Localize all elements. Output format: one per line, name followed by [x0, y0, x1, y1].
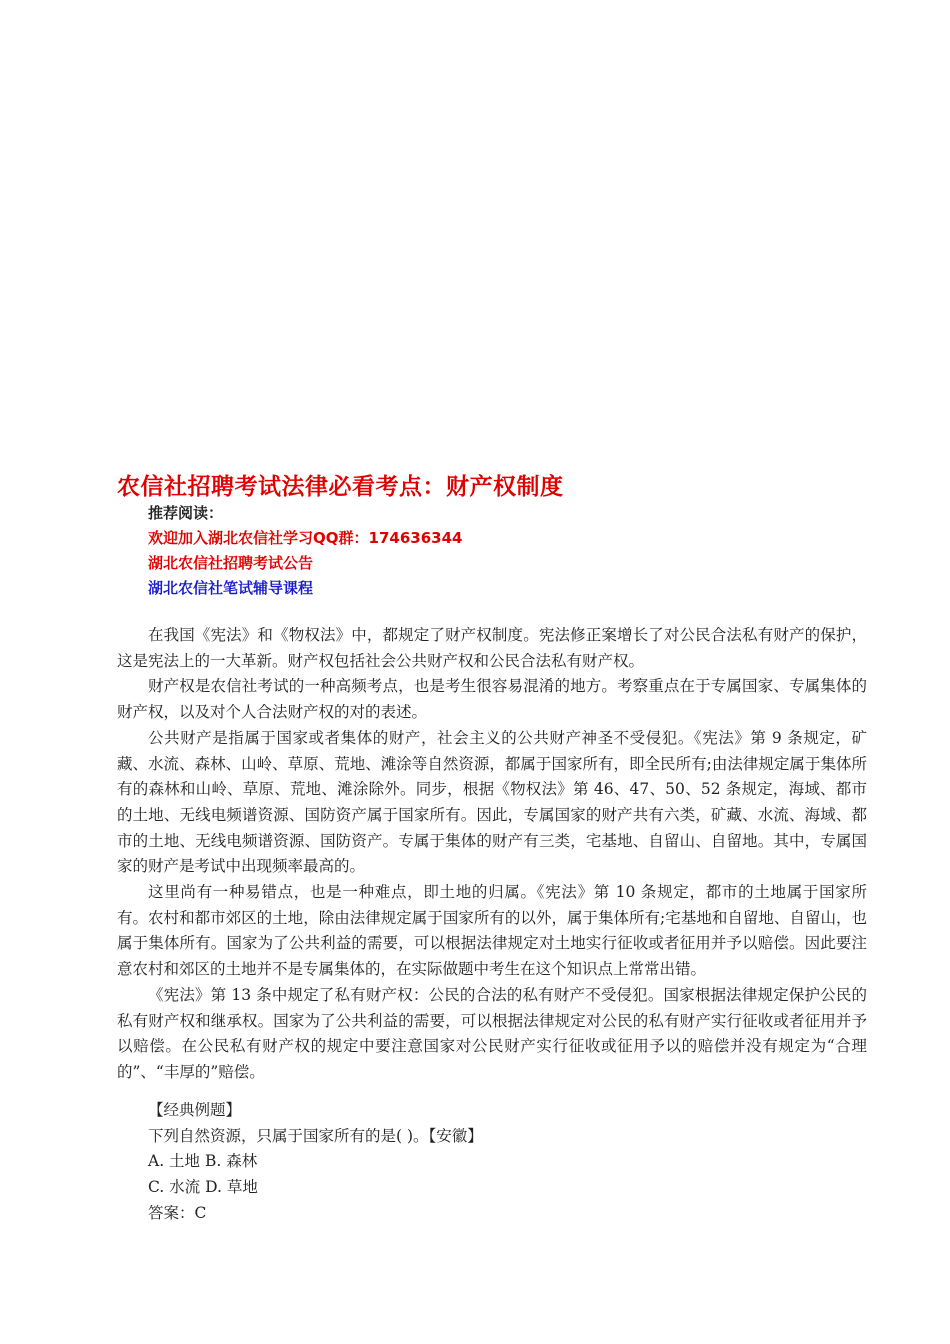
qq-group-link[interactable]: 欢迎加入湖北农信社学习QQ群：174636344 [148, 529, 463, 547]
example-question: 下列自然资源，只属于国家所有的是( )。【安徽】 [148, 1126, 483, 1145]
paragraph: 《宪法》第 13 条中规定了私有财产权：公民的合法的私有财产不受侵犯。国家根据法律规定保护公民的私有财产权和继承权。国家为了公共利益的需要，可以根据法律规定对公民的私有财产实行征收或者征用并予以赔偿。在公民私有财产权的规定中要注意国家对公民财产实行征收或征用予以的赔偿并没有规定为“合理的”、“丰厚的”赔偿。 [117, 985, 867, 1081]
page-title: 农信社招聘考试法律必看考点：财产权制度 [117, 474, 564, 500]
classic-example [148, 1098, 483, 1227]
recommended-reading [148, 501, 462, 601]
paragraph: 这里尚有一种易错点，也是一种难点，即土地的归属。《宪法》第 10 条规定，都市的土地属于国家所有。农村和都市郊区的土地，除由法律规定属于国家所有的以外，属于集体所有;宅基地和自留地、自留山，也属于集体所有。国家为了公共利益的需要，可以根据法律规定对土地实行征收或者征用并予以赔偿。因此要注意农村和郊区的土地并不是专属集体的，在实际做题中考生在这个知识点上常常出错。 [117, 883, 867, 979]
paragraph: 在我国《宪法》和《物权法》中，都规定了财产权制度。宪法修正案增长了对公民合法私有财产的保护，这是宪法上的一大革新。财产权包括社会公共财产权和公民合法私有财产权。 [117, 626, 867, 670]
example-options-ab: A. 土地 B. 森林 [148, 1152, 258, 1171]
example-options-cd: C. 水流 D. 草地 [148, 1178, 258, 1197]
paragraph: 公共财产是指属于国家或者集体的财产，社会主义的公共财产神圣不受侵犯。《宪法》第 9 条规定，矿藏、水流、森林、山岭、草原、荒地、滩涂等自然资源，都属于国家所有，即全民所有;由法律规定属于集体所有的森林和山岭、草原、荒地、滩涂除外。同步，根据《物权法》第 46、47、50、52 条规定，海域、都市的土地、无线电频谱资源、国防资产属于国家所有。因此，专属国家的财产共有六类，矿藏、水流、海域、都市的土地、无线电频谱资源、国防资产。专属于集体的财产有三类，宅基地、自留山、自留地。其中，专属国家的财产是考试中出现频率最高的。 [117, 728, 867, 876]
example-heading: 【经典例题】 [148, 1101, 242, 1119]
recommended-reading-heading: 推荐阅读： [148, 504, 224, 522]
exam-announcement-link[interactable]: 湖北农信社招聘考试公告 [148, 554, 314, 572]
written-exam-course-link[interactable]: 湖北农信社笔试辅导课程 [148, 579, 314, 597]
example-answer: 答案：C [148, 1203, 207, 1222]
article-body [117, 623, 867, 1086]
paragraph: 财产权是农信社考试的一种高频考点，也是考生很容易混淆的地方。考察重点在于专属国家、专属集体的财产权，以及对个人合法财产权的对的表述。 [117, 677, 867, 722]
